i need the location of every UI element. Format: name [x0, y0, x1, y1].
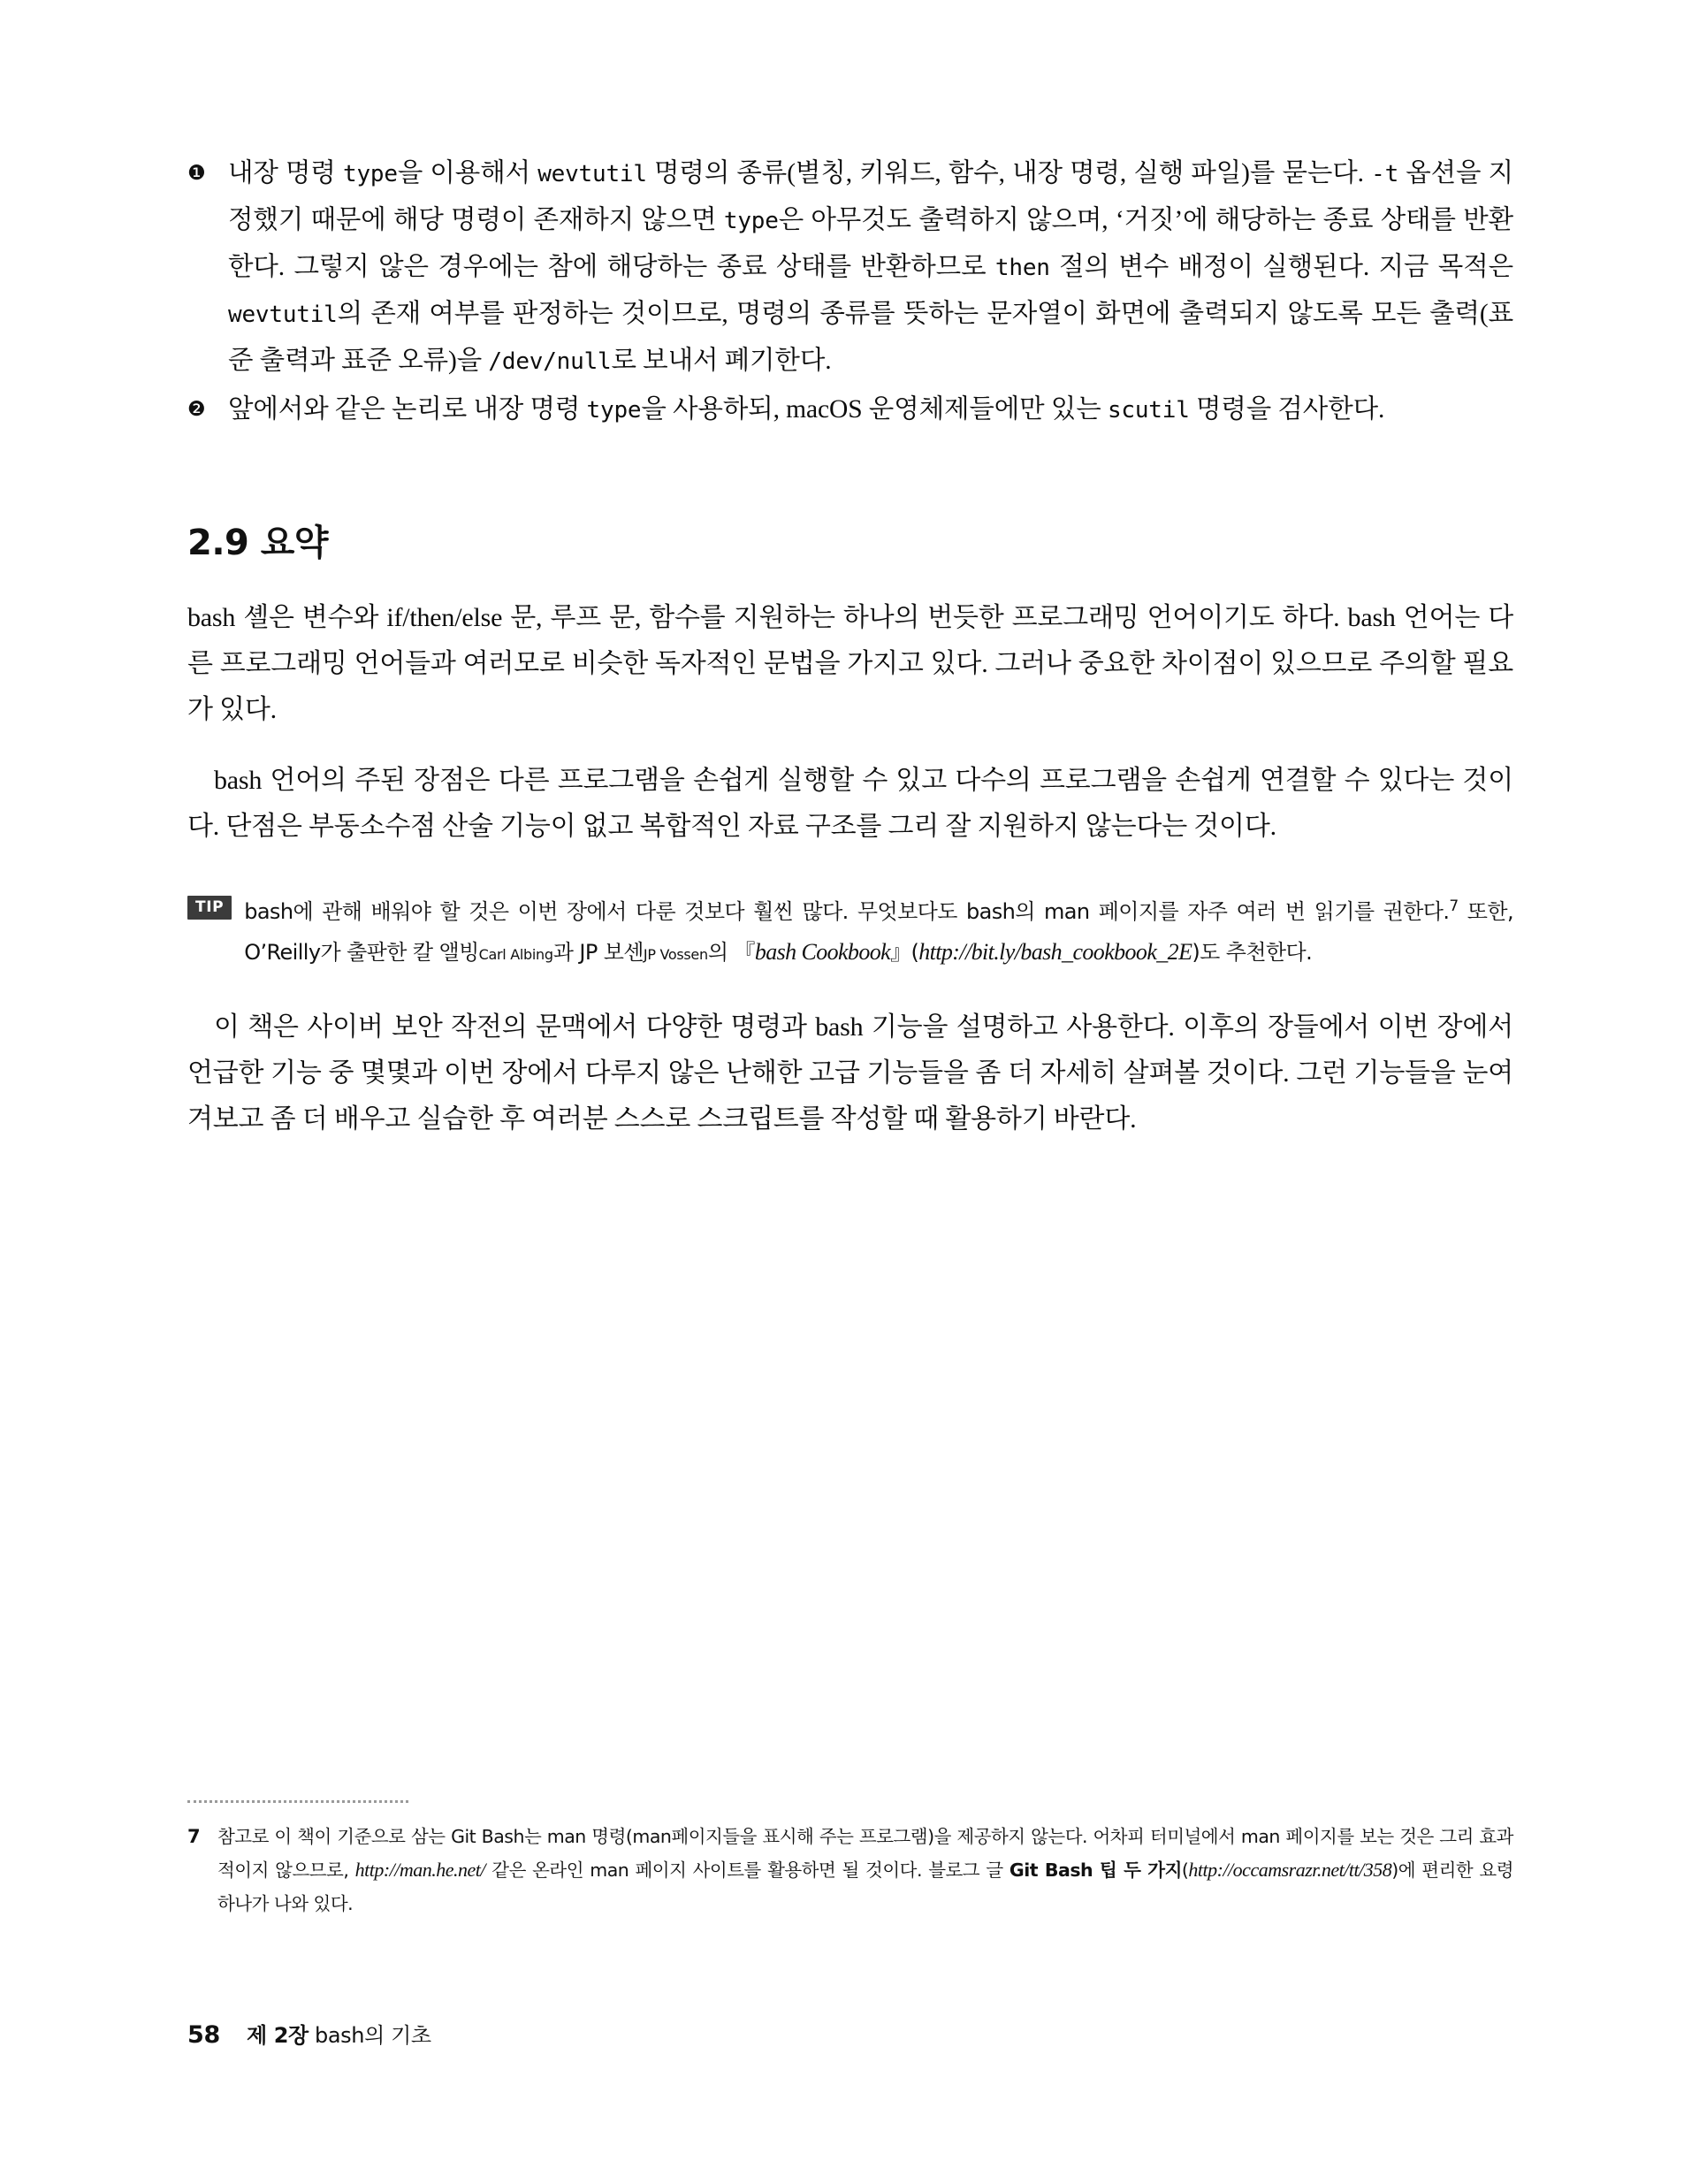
section-title: 요약 — [260, 523, 329, 563]
tip-callout — [187, 887, 1513, 974]
page-number: 58 — [187, 2021, 220, 2049]
tip-footnote-ref: 7 — [1449, 897, 1459, 915]
inline-text: 명령의 종류(별칭, 키워드, 함수, 내장 명령, 실행 파일)를 묻는다. — [646, 159, 1372, 187]
footnote-post-title: Git Bash 팁 두 가지 — [1009, 1859, 1182, 1881]
paragraph-1: bash 셸은 변수와 if/then/else 문, 루프 문, 함수를 지원하는 하나의 번듯한 프로그래밍 언어이기도 하다. bash 언어는 다른 프로그래밍 언어들과 여러모로 비슷한 독자적인 문법을 가지고 있다. 그러나 중요한 차이점이 있으므로 주의할 필요가 있다. — [187, 603, 1513, 724]
callout-text-2 — [228, 386, 1513, 433]
inline-text: 앞에서와 같은 논리로 내장 명령 — [228, 395, 587, 424]
footer-chapter-title: bash의 기초 — [308, 2023, 431, 2048]
tip-line-2d: 』( — [890, 940, 919, 965]
inline-text: 절의 변수 배정이 실행된다. 지금 목적은 — [1049, 253, 1513, 281]
tip-line-2e: )도 추천한다. — [1192, 940, 1313, 965]
inline-text: 은 아무것도 출력하지 않으며, ‘거짓’에 해당하는 종료 상태를 반환한다. 그렇지 않은 경우에는 참에 해당하는 종료 상태를 반환하므로 — [228, 206, 1514, 281]
tip-book-title: bash Cookbook — [754, 939, 891, 965]
page-footer — [187, 2018, 431, 2049]
inline-code: /dev/null — [488, 348, 612, 375]
footnote-part-4: )에 편리한 요령 하나가 나와 있다. — [217, 1859, 1514, 1914]
footnote-number: 7 — [187, 1826, 201, 1847]
footnote-part-2: 같은 온라인 man 페이지 사이트를 활용하면 될 것이다. 블로그 글 — [485, 1859, 1009, 1881]
paragraph-2: bash 언어의 주된 장점은 다른 프로그램을 손쉽게 실행할 수 있고 다수의 프로그램을 손쉽게 연결할 수 있다는 것이다. 단점은 부동소수점 산술 기능이 없고 복합적인 자료 구조를 그리 잘 지원하지 않는다는 것이다. — [187, 766, 1513, 841]
callout-marker-2: ❷ — [187, 398, 206, 421]
footnote-body — [217, 1820, 1513, 1921]
tip-badge: TIP — [187, 896, 232, 920]
inline-text: 로 보내서 폐기한다. — [611, 347, 832, 375]
inline-code: type — [342, 161, 398, 187]
section-number: 2.9 — [187, 523, 249, 563]
footer-chapter-label — [247, 2018, 431, 2049]
inline-text: 내장 명령 — [228, 159, 343, 187]
inline-text: 을 이용해서 — [397, 159, 538, 187]
tip-author-1-original: Carl Albing — [478, 946, 553, 963]
paragraph-3: 이 책은 사이버 보안 작전의 문맥에서 다양한 명령과 bash 기능을 설명하고 사용한다. 이후의 장들에서 이번 장에서 언급한 기능 중 몇몇과 이번 장에서 다루지 않은 난해한 고급 기능들을 좀 더 자세히 살펴볼 것이다. 그런 기능들을 눈여겨보고 좀 더 배우고 실습한 후 여러분 스스로 스크립트를 작성할 때 활용하기 바란다. — [187, 1012, 1513, 1134]
tip-author-2-original: JP Vossen — [643, 946, 708, 963]
inline-code: scutil — [1107, 397, 1190, 424]
footer-chapter-number: 제 2장 — [246, 2023, 309, 2048]
inline-code: wevtutil — [537, 161, 647, 187]
footnote — [187, 1820, 1513, 1921]
tip-book-url: http://bit.ly/bash_cookbook_2E — [918, 939, 1192, 965]
inline-text: 옵션을 지정했기 때문에 해당 명령이 존재하지 않으면 — [228, 159, 1514, 234]
callout-list — [187, 150, 1513, 433]
inline-code: type — [723, 208, 779, 234]
inline-text: 을 사용하되, macOS 운영체제들에만 있는 — [641, 395, 1108, 424]
tip-line-2c: 의 『 — [707, 940, 755, 965]
tip-text — [244, 887, 1513, 974]
inline-text: 의 존재 여부를 판정하는 것이므로, 명령의 종류를 뜻하는 문자열이 화면에 출력되지 않도록 모든 출력(표준 출력과 표준 오류)을 — [228, 300, 1513, 375]
inline-code: wevtutil — [228, 302, 338, 328]
footnote-url-1: http://man.he.net/ — [354, 1859, 486, 1881]
footnote-part-3: ( — [1181, 1859, 1189, 1881]
list-item — [187, 386, 1513, 433]
footnote-part-1: 참고로 이 책이 기준으로 삼는 Git Bash는 man 명령(man페이지들을 표시해 주는 프로그램)을 제공하지 않는다. 어차피 터미널에서 man 페이지를 보는 것은 그리 효과적이지 않으므로, — [217, 1826, 1513, 1881]
list-item — [187, 150, 1513, 385]
inline-code: then — [994, 255, 1050, 281]
inline-code: type — [586, 397, 642, 424]
footnote-separator — [187, 1800, 408, 1803]
page-content — [187, 150, 1513, 1148]
tip-line-1: bash에 관해 배워야 할 것은 이번 장에서 다룬 것보다 훨씬 많다. 무엇보다도 bash의 man 페이지를 자주 여러 번 읽기를 권한다. — [244, 899, 1450, 924]
callout-marker-1: ❶ — [187, 162, 206, 185]
callout-text-1 — [228, 150, 1513, 385]
inline-text: 명령을 검사한다. — [1189, 395, 1385, 424]
tip-line-2a: 또한, O’Reilly가 출판한 칼 앨빙 — [244, 899, 1514, 965]
tip-line-2b: 과 JP 보센 — [552, 940, 644, 965]
footnote-url-2: http://occamsrazr.net/tt/358 — [1188, 1859, 1392, 1881]
inline-code: -t — [1371, 161, 1399, 187]
section-heading — [187, 515, 1513, 565]
